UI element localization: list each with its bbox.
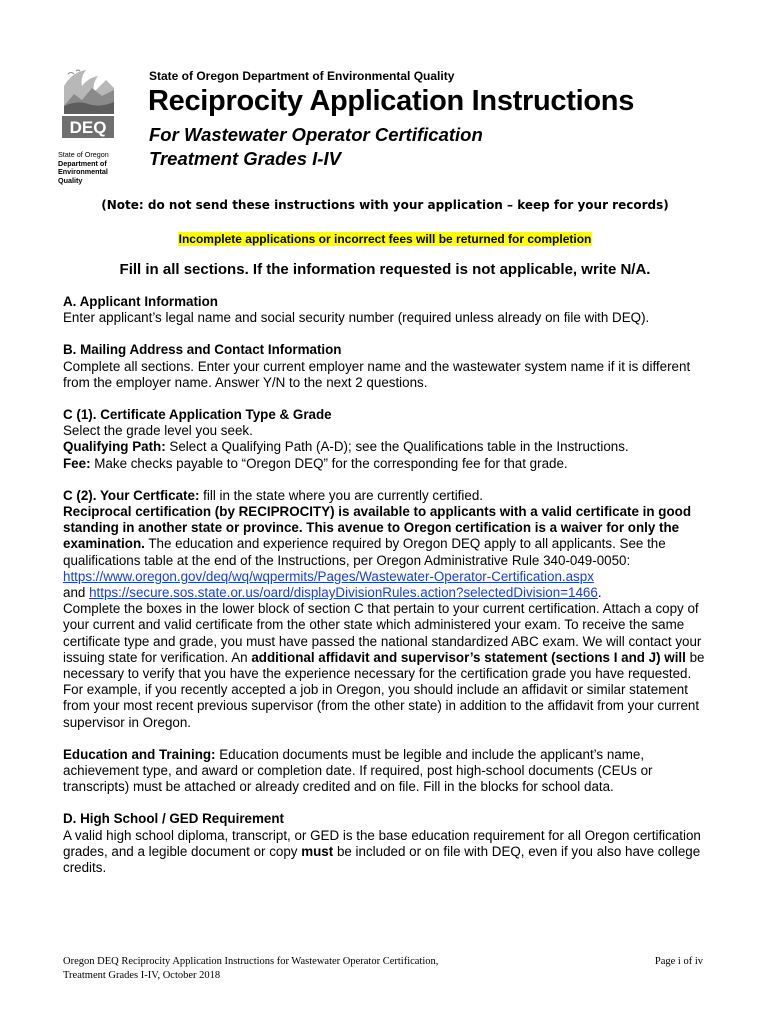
section-text: [63, 504, 713, 731]
fee-text: Make checks payable to “Oregon DEQ” for the corresponding fee for that grade.: [90, 455, 568, 471]
subtitle-line: For Wastewater Operator Certification: [149, 124, 483, 145]
logo-line: Environmental: [58, 167, 108, 177]
logo-line: Department of: [58, 158, 107, 168]
logo-agency-name: [58, 151, 120, 185]
d-bold-must: must: [301, 843, 334, 859]
logo-line: Quality: [58, 175, 83, 185]
section-heading: B. Mailing Address and Contact Information: [63, 342, 342, 358]
records-note: (Note: do not send these instructions with your application – keep for your records): [101, 198, 669, 212]
fee-line: [63, 456, 713, 472]
reciprocity-bold-intro: Reciprocal certification (by RECIPROCITY) is available to applicants with a valid certificate in good standing in another state or province. This avenue to Oregon certification is a waiver for only the examination.: [63, 504, 692, 552]
section-c2: [63, 488, 713, 731]
section-a: [63, 294, 713, 326]
section-text: Enter applicant’s legal name and social security number (required unless already on file with DEQ).: [63, 310, 650, 326]
section-text: [63, 828, 713, 877]
subtitle-line: Treatment Grades I-IV: [149, 148, 341, 169]
page-footer: [63, 955, 703, 983]
section-education: [63, 747, 713, 796]
oregon-gov-link[interactable]: https://www.oregon.gov/deq/wq/wqpermits/Pages/Wastewater-Operator-Certification.aspx: [63, 568, 594, 584]
instructions-body: [63, 294, 713, 892]
page-title: Reciprocity Application Instructions: [148, 85, 635, 117]
reciprocity-text-2: Complete the boxes in the lower block of section C that pertain to your current certification. Attach a copy of your current and valid certificate from the other state which administered your exam. To receive the same certificate type and grade, you must have passed the national standardized ABC exam. We will contact your issuing state for verification. An: [63, 601, 702, 665]
section-heading: D. High School / GED Requirement: [63, 811, 284, 827]
reciprocity-text-3: be necessary to verify that you have the experience necessary for the certification grade you have requested. For example, if you recently accepted a job in Oregon, you should include an affidavit or similar statement from your most recent previous supervisor (from the other state) in addition to the affidavit from your current supervisor in Oregon.: [63, 649, 705, 730]
d-text-1: A valid high school diploma, transcript, or GED is the base education requirement for all Oregon certification grades, and a legible document or copy: [63, 827, 701, 859]
section-text: Select the grade level you seek.: [63, 423, 253, 439]
education-label: Education and Training:: [63, 746, 216, 762]
header-agency: State of Oregon Department of Environmental Quality: [149, 69, 455, 83]
logo-line: State of Oregon: [58, 150, 109, 159]
section-text: [63, 747, 713, 796]
fee-label: Fee:: [63, 455, 91, 471]
page-subtitle: [149, 123, 483, 171]
affidavit-bold: additional affidavit and supervisor’s statement (sections I and J) will: [251, 649, 686, 665]
highlighted-warning: Incomplete applications or incorrect fees will be returned for completion: [178, 232, 592, 246]
section-b: [63, 342, 713, 391]
section-heading-line: [63, 488, 713, 504]
page-number: Page i of iv: [654, 956, 703, 967]
deq-logo-mark: [58, 66, 118, 148]
deq-logo: [58, 66, 120, 185]
footer-line: Treatment Grades I-IV, October 2018: [63, 970, 221, 981]
qualifying-path-line: [63, 439, 713, 455]
section-heading: C (1). Certificate Application Type & Grade: [63, 407, 332, 423]
education-text: Education documents must be legible and include the applicant’s name, achievement type, and award or completion date. If required, post high-school documents (CEUs or transcripts) must be attached or already credited and on file. Fill in the blocks for school data.: [63, 746, 653, 795]
d-text-2: be included or on file with DEQ, even if you also have college credits.: [63, 843, 701, 876]
section-text: Complete all sections. Enter your current employer name and the wastewater system name if it is different from the employer name. Answer Y/N to the next 2 questions.: [63, 358, 691, 390]
fill-instruction: Fill in all sections. If the information requested is not applicable, write N/A.: [119, 261, 651, 278]
section-c1: [63, 407, 713, 472]
qualifying-path-label: Qualifying Path:: [63, 439, 166, 455]
qualifying-path-text: Select a Qualifying Path (A-D); see the Qualifications table in the Instructions.: [165, 439, 629, 455]
period: .: [597, 585, 602, 601]
warning-wrap: [0, 230, 770, 248]
section-heading: A. Applicant Information: [63, 294, 218, 309]
reciprocity-text: The education and experience required by Oregon DEQ apply to all applicants. See the qualifications table at the end of the Instructions, per Oregon Administrative Rule 340-049-0050:: [63, 536, 666, 568]
section-heading: C (2). Your Certficate:: [63, 487, 200, 503]
section-d: [63, 811, 713, 876]
deq-logo-text: DEQ: [69, 118, 107, 137]
footer-line: Oregon DEQ Reciprocity Application Instructions for Wastewater Operator Certification,: [63, 956, 439, 967]
and-text: and: [63, 585, 90, 601]
sos-rules-link[interactable]: https://secure.sos.state.or.us/oard/displayDivisionRules.action?selectedDivision=1466: [89, 585, 598, 601]
section-heading-rest: fill in the state where you are currently certified.: [199, 487, 483, 503]
